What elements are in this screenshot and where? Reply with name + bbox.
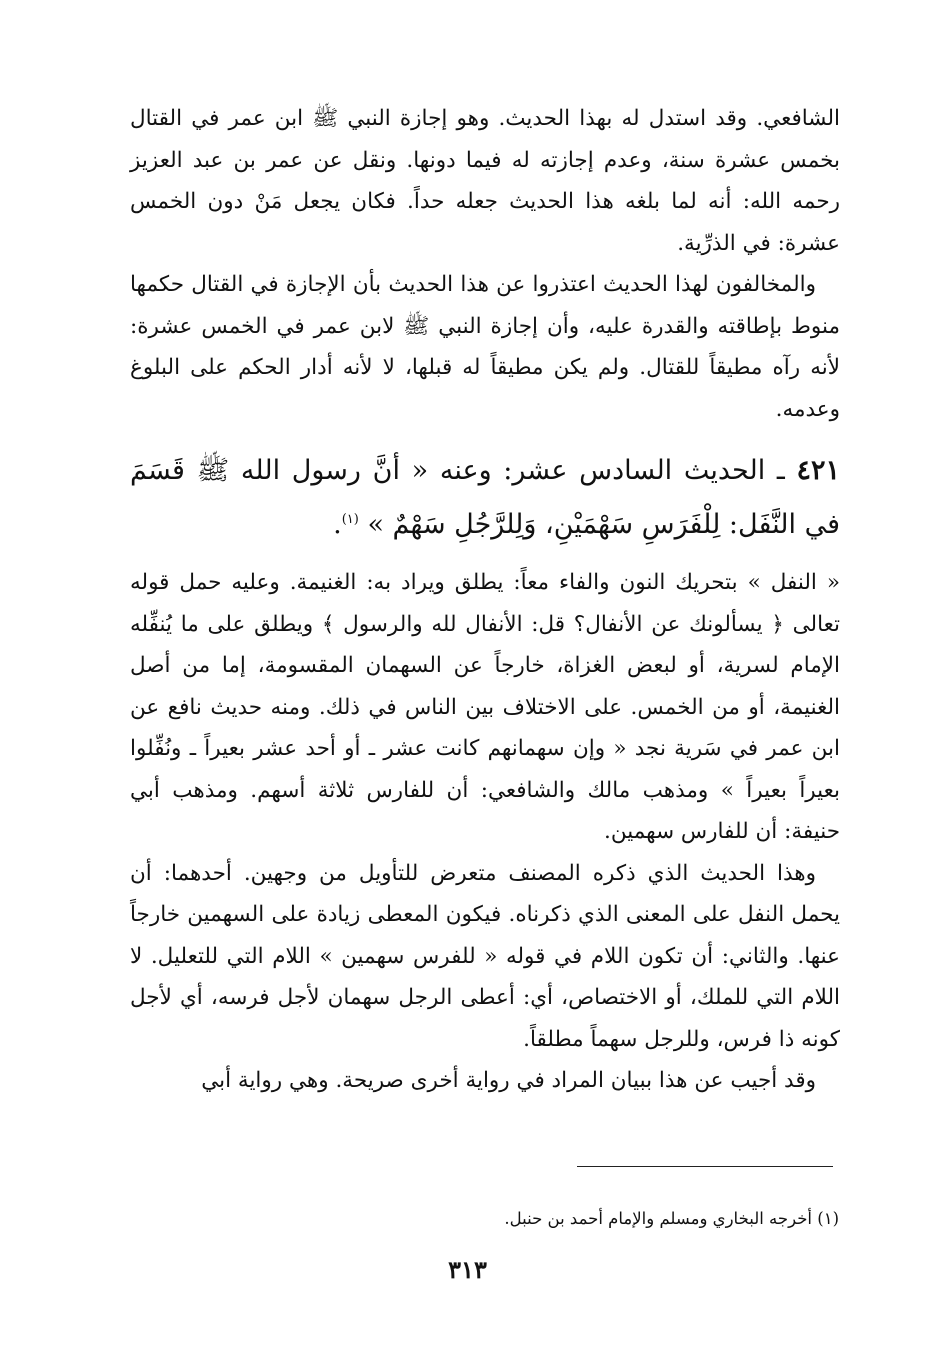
paragraph-4: وهذا الحديث الذي ذكره المصنف متعرض للتأويل من وجهين. أحدهما: أن يحمل النفل على المعنى الذي ذكرناه. فيكون المعطى زيادة على السهمين خارجاً عنها. والثاني: أن تكون اللام في قوله « للفرس سهمين » اللام التي للتعليل. لا اللام التي للملك، أو الاختصاص، أي: أعطى الرجل سهمان لأجل فرسه، أي لأجل كونه ذا فرس، وللرجل سهماً مطلقاً.	[130, 860, 840, 1052]
paragraph-1: الشافعي. وقد استدل له بهذا الحديث. وهو إجازة النبي ﷺ ابن عمر في القتال بخمس عشرة سنة، وعدم إجازته له فيما دونها. ونقل عن عمر بن عبد العزيز رحمه الله: أنه لما بلغه هذا الحديث جعله حداً. فكان يجعل مَنْ دون الخمس عشرة: في الذرِّية.	[130, 106, 840, 256]
paragraph-3: « النفل » بتحريك النون والفاء معاً: يطلق ويراد به: الغنيمة. وعليه حمل قوله تعالى ﴿ يسألونك عن الأنفال؟ قل: الأنفال لله والرسول ﴾ ويطلق على ما يُنفِّله الإمام لسرية، أو لبعض الغزاة، خارجاً عن السهمان المقسومة، إما من أصل الغنيمة، أو من الخمس. على الاختلاف بين الناس في ذلك. ومنه حديث نافع عن ابن عمر في سَرية نجد « وإن سهمانهم كانت عشر ـ أو أحد عشر بعيراً ـ ونُفِّلوا بعيراً بعيراً » ومذهب مالك والشافعي: أن للفارس ثلاثة أسهم. ومذهب أبي حنيفة: أن للفارس سهمين.	[130, 570, 840, 844]
hadith-end: .	[333, 509, 342, 540]
footnote: (١) أخرجه البخاري ومسلم والإمام أحمد بن حنبل.	[504, 1209, 839, 1228]
hadith-number: ٤٢١	[796, 455, 841, 486]
page-body	[130, 98, 840, 1102]
page-number: ٣١٣	[448, 1255, 487, 1284]
hadith-text: ـ الحديث السادس عشر: وعنه « أنَّ رسول الله ﷺ قَسَمَ في النَّفَل: لِلْفَرَسِ سَهْمَيْنِ، وَلِلرَّجُلِ سَهْمٌ »	[130, 455, 840, 540]
hadith-heading	[130, 444, 840, 552]
footnote-divider	[577, 1166, 833, 1167]
hadith-footnote-mark: (١)	[341, 512, 359, 527]
paragraph-5: وقد أجيب عن هذا ببيان المراد في رواية أخرى صريحة. وهي رواية أبي	[201, 1068, 816, 1093]
paragraph-2: والمخالفون لهذا الحديث اعتذروا عن هذا الحديث بأن الإجازة في القتال حكمها منوط بإطاقته والقدرة عليه، وأن إجازة النبي ﷺ لابن عمر في الخمس عشرة: لأنه رآه مطيقاً للقتال. ولم يكن مطيقاً له قبلها، لا لأنه أدار الحكم على البلوغ وعدمه.	[130, 272, 840, 422]
